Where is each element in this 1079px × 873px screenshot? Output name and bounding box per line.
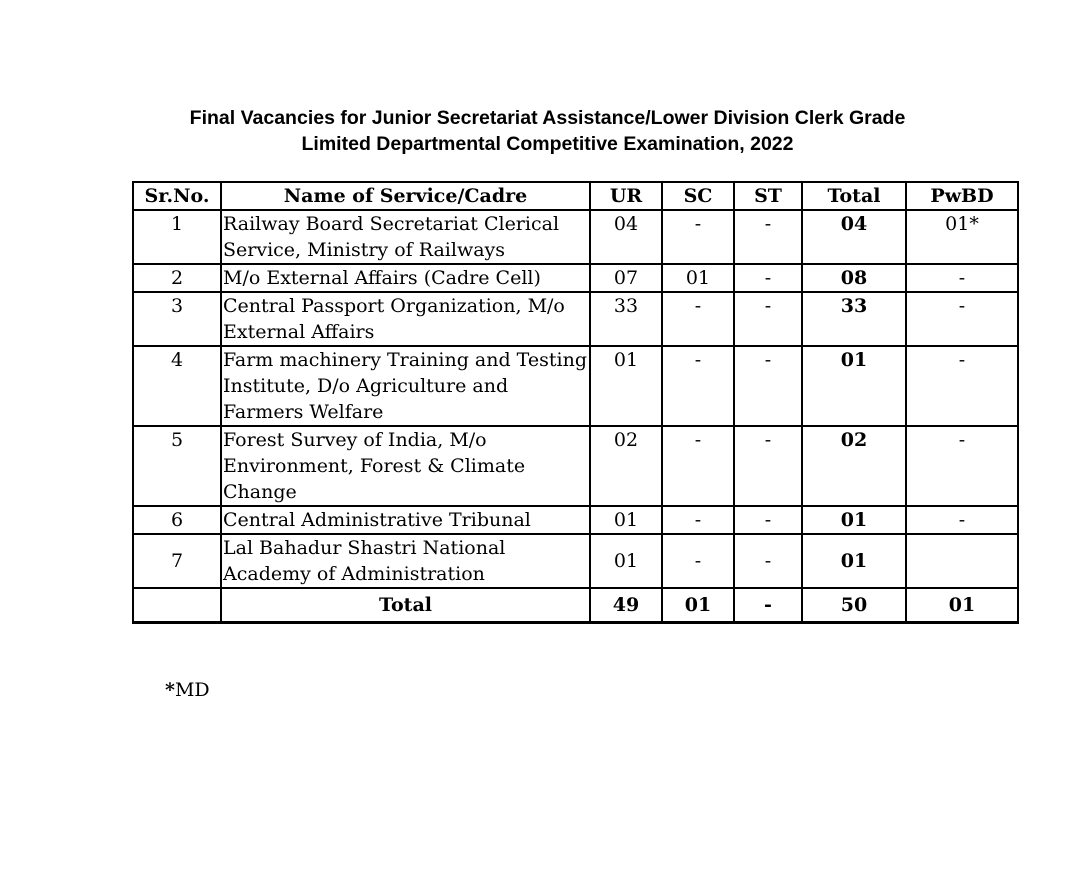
cell-sc: 01	[662, 264, 734, 292]
cell-name: M/o External Affairs (Cadre Cell)	[221, 264, 590, 292]
total-st: -	[734, 588, 802, 623]
table-header-row	[133, 182, 1018, 210]
document-title-line-2: Limited Departmental Competitive Examination, 2022	[301, 133, 794, 155]
header-st: ST	[734, 182, 802, 210]
cell-total: 01	[802, 346, 906, 426]
table-total-row	[133, 588, 1018, 623]
header-sr-no: Sr.No.	[133, 182, 221, 210]
cell-st: -	[734, 346, 802, 426]
cell-ur: 04	[590, 210, 662, 264]
cell-pwbd: -	[906, 264, 1018, 292]
cell-sc: -	[662, 426, 734, 506]
vacancies-table	[132, 181, 1019, 624]
cell-sr: 1	[133, 210, 221, 264]
cell-sc: -	[662, 506, 734, 534]
table-row	[133, 534, 1018, 588]
cell-sc: -	[662, 346, 734, 426]
cell-sr: 5	[133, 426, 221, 506]
cell-ur: 01	[590, 346, 662, 426]
cell-st: -	[734, 264, 802, 292]
cell-ur: 33	[590, 292, 662, 346]
cell-sc: -	[662, 292, 734, 346]
cell-pwbd: -	[906, 426, 1018, 506]
cell-st: -	[734, 534, 802, 588]
total-label: Total	[221, 588, 590, 623]
cell-name: Forest Survey of India, M/o Environment, Forest & Climate Change	[221, 426, 590, 506]
cell-pwbd: 01*	[906, 210, 1018, 264]
cell-sr: 4	[133, 346, 221, 426]
footnote-text: MD	[174, 679, 210, 701]
cell-total: 08	[802, 264, 906, 292]
cell-name: Central Passport Organization, M/o External Affairs	[221, 292, 590, 346]
table-row	[133, 506, 1018, 534]
table-row	[133, 346, 1018, 426]
total-ur: 49	[590, 588, 662, 623]
cell-st: -	[734, 506, 802, 534]
table-row	[133, 426, 1018, 506]
cell-sc: -	[662, 534, 734, 588]
cell-ur: 01	[590, 506, 662, 534]
total-total: 50	[802, 588, 906, 623]
table-row	[133, 210, 1018, 264]
cell-name: Railway Board Secretariat Clerical Service, Ministry of Railways	[221, 210, 590, 264]
cell-sr: 2	[133, 264, 221, 292]
cell-name: Central Administrative Tribunal	[221, 506, 590, 534]
cell-total: 01	[802, 506, 906, 534]
cell-sr: 7	[133, 534, 221, 588]
cell-ur: 01	[590, 534, 662, 588]
header-total: Total	[802, 182, 906, 210]
document-title-line-1: Final Vacancies for Junior Secretariat Assistance/Lower Division Clerk Grade	[189, 107, 906, 129]
cell-total: 02	[802, 426, 906, 506]
cell-total: 33	[802, 292, 906, 346]
cell-pwbd: -	[906, 506, 1018, 534]
table-row	[133, 292, 1018, 346]
footnote	[165, 677, 210, 703]
header-name-of-service: Name of Service/Cadre	[221, 182, 590, 210]
cell-pwbd	[906, 534, 1018, 588]
table-row	[133, 264, 1018, 292]
cell-name: Lal Bahadur Shastri National Academy of Administration	[221, 534, 590, 588]
cell-st: -	[734, 292, 802, 346]
cell-sr: 6	[133, 506, 221, 534]
cell-sc: -	[662, 210, 734, 264]
cell-total: 01	[802, 534, 906, 588]
cell-name: Farm machinery Training and Testing Institute, D/o Agriculture and Farmers Welfare	[221, 346, 590, 426]
cell-pwbd: -	[906, 292, 1018, 346]
cell-sr: 3	[133, 292, 221, 346]
cell-sr-empty	[133, 588, 221, 623]
cell-st: -	[734, 210, 802, 264]
total-pwbd: 01	[906, 588, 1018, 623]
cell-total: 04	[802, 210, 906, 264]
cell-ur: 07	[590, 264, 662, 292]
cell-pwbd: -	[906, 346, 1018, 426]
total-sc: 01	[662, 588, 734, 623]
cell-st: -	[734, 426, 802, 506]
header-ur: UR	[590, 182, 662, 210]
header-pwbd: PwBD	[906, 182, 1018, 210]
footnote-asterisk: *	[165, 679, 175, 701]
header-sc: SC	[662, 182, 734, 210]
cell-ur: 02	[590, 426, 662, 506]
